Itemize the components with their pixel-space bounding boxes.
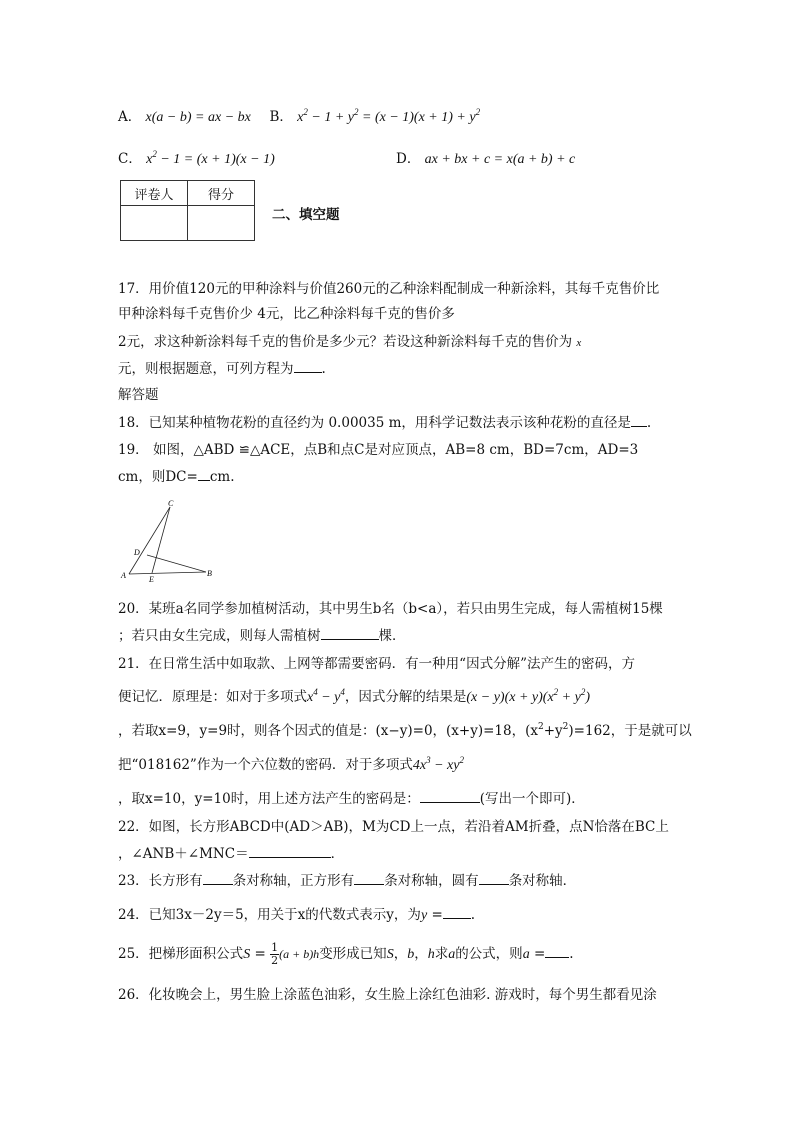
answer-heading: 解答题 (118, 387, 159, 403)
option-c-expression: $x^2 - 1 = (x + 1)(x - 1)$ (146, 149, 275, 167)
q22-line2: ，∠ANB＋∠MNC＝ ． (118, 846, 345, 862)
q23-line: 23．长方形有 条对称轴，正方形有 条对称轴，圆有 条对称轴． (118, 873, 577, 889)
score-table-score-cell (188, 206, 255, 241)
q22-answer-blank (249, 845, 331, 858)
option-a-label: A． (118, 109, 142, 125)
section-title: 二、填空题 (272, 207, 340, 223)
score-table-score-header: 得分 (188, 181, 255, 206)
q21-line3: ，若取x=9，y=9时，则各个因式的值是：(x−y)=0，(x+y)=18，$(x^2+y^2)=162$，于是就可以 (118, 722, 692, 739)
q21-line2: 便记忆．原理是：如对于多项式$x^4 - y^4$，因式分解的结果是$(x - y)(x + y)(x^2 + y^2)$ (118, 687, 591, 705)
q25-line: 25．把梯形面积公式S = $\frac{1}{2}$ (a + b)h变形成已知S，b，h求a的公式，则a = . (118, 941, 574, 967)
score-table (120, 180, 255, 241)
label-a: A (121, 571, 126, 580)
q21-line5: ，取x=10，y=10时，用上述方法产生的密码是： (写出一个即可)． (118, 791, 585, 807)
q21-line1: 21．在日常生活中如取款、上网等都需要密码．有一种用“因式分解”法产生的密码，方 (118, 656, 635, 672)
q19-line2: cm，则DC= cm. (118, 469, 235, 485)
label-e: E (149, 575, 154, 584)
q24-answer-blank (443, 906, 471, 919)
fraction-one-half: $\frac{1}{2}$ (271, 941, 279, 967)
q20-line2: ；若只由女生完成，则每人需植树 棵． (118, 628, 406, 644)
q19-answer-blank (198, 468, 210, 481)
q23-circle-blank (479, 872, 509, 885)
label-d: D (134, 548, 140, 557)
q25-answer-blank (545, 945, 569, 958)
q17-line1: 17．用价值120元的甲种涂料与价值260元的乙种涂料配制成一种新涂料，其每千克售价比 (118, 281, 660, 297)
q26-line1: 26．化妆晚会上，男生脸上涂蓝色油彩，女生脸上涂红色油彩. 游戏时，每个男生都看见涂 (118, 987, 657, 1003)
option-d-expression: ax + bx + c = x(a + b) + c (424, 152, 576, 167)
q24-line: 24．已知3x－2y＝5，用关于x的代数式表示y，为y = . (118, 907, 476, 923)
q23-square-blank (354, 872, 384, 885)
q17-line4: 元，则根据题意，可列方程为 . (118, 361, 326, 377)
q21-answer-blank (420, 790, 480, 803)
triangle-figure (118, 498, 218, 584)
option-c-row (118, 150, 275, 169)
q17-line3: 2元，求这种新涂料每千克的售价是多少元？若设这种新涂料每千克的售价为 x (118, 334, 582, 350)
q22-line1: 22．如图，长方形ABCD中(AD＞AB)，M为CD上一点，若沿着AM折叠，点N恰落在BC上 (118, 819, 669, 835)
score-table-grader-header: 评卷人 (121, 181, 188, 206)
option-d-row (396, 150, 575, 169)
q20-line1: 20．某班a名同学参加植树活动，其中男生b名（b<a），若只由男生完成，每人需植树15棵 (118, 601, 663, 617)
line-ce (152, 507, 170, 573)
option-c-label: C． (118, 151, 142, 167)
label-b: B (207, 569, 212, 578)
options-row-ab (118, 108, 480, 127)
q18-answer-blank (631, 414, 647, 427)
option-a-expression: x(a − b) = ax − bx (145, 110, 251, 125)
score-table-grader-cell (121, 206, 188, 241)
line-db (147, 555, 206, 572)
line-ab (129, 572, 206, 574)
q19-line1: 19． 如图，△ABD ≌△ACE，点B和点C是对应顶点，AB=8 cm，BD=7cm，AD=3 (118, 442, 639, 458)
label-c: C (168, 499, 174, 508)
option-b-label: B． (269, 109, 293, 125)
q23-rect-blank (203, 872, 233, 885)
q17-answer-blank (294, 360, 322, 373)
line-ac (129, 507, 170, 574)
q17-line2: 甲种涂料每千克售价少 4元，比乙种涂料每千克的售价多 (118, 306, 455, 322)
q18-line: 18．已知某种植物花粉的直径约为 0.00035 m，用科学记数法表示该种花粉的直径是 . (118, 415, 652, 431)
option-d-label: D． (396, 151, 421, 167)
option-b-expression: $x^2 - 1 + y^2 = (x - 1)(x + 1) + y^2$ (297, 107, 481, 125)
q20-answer-blank (321, 627, 379, 640)
q21-line4: 把“018162”作为一个六位数的密码．对于多项式$4x^3 - xy^2$ (118, 755, 464, 773)
